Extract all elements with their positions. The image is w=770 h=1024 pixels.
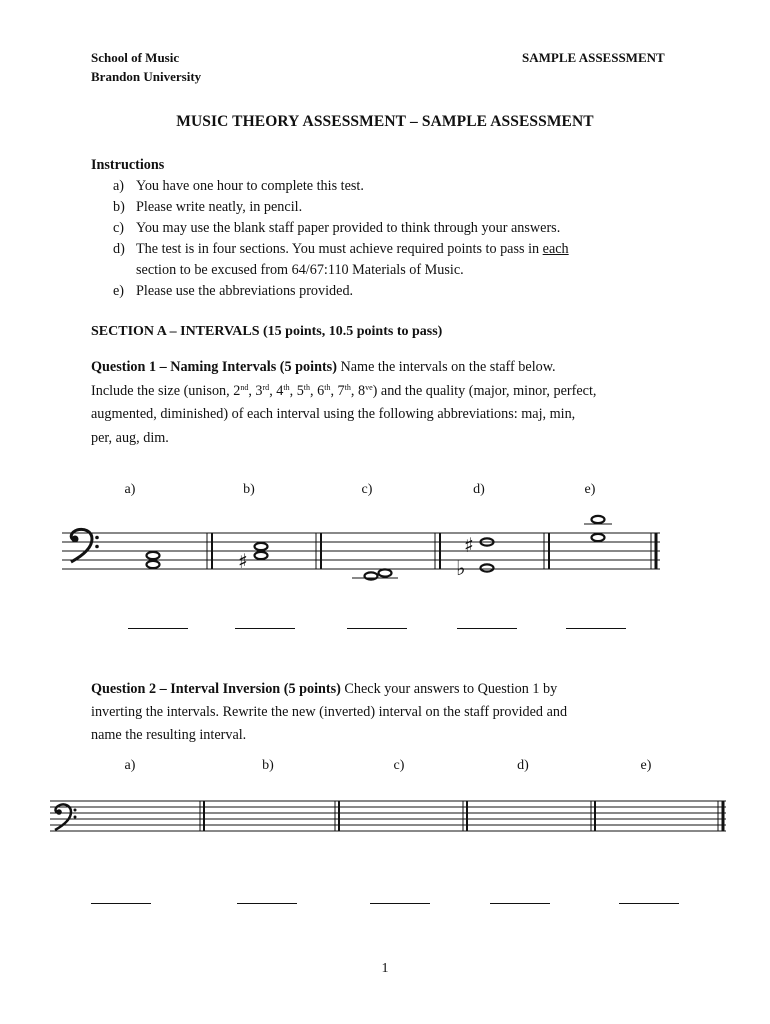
q1-label-e: e) — [584, 482, 596, 497]
q2-staff[interactable] — [0, 790, 770, 850]
list-item: c) You may use the blank staff paper provided to think through your answers. — [113, 220, 561, 236]
university-name: Brandon University — [91, 69, 202, 84]
flat-icon: ♭ — [456, 556, 466, 580]
interval-d-notes — [456, 533, 494, 580]
bass-clef-icon — [71, 529, 99, 562]
q2-answer-blank-e[interactable] — [619, 903, 679, 904]
q1-answer-blank-a[interactable] — [128, 628, 188, 629]
school-name: School of Music — [91, 50, 180, 65]
q2-label-e: e) — [640, 758, 652, 773]
q1-staff — [0, 500, 770, 590]
list-item: d) The test is in four sections. You must achieve required points to pass in each section to be excused from 64/67:110 Materials of Music. — [113, 241, 569, 278]
q1-answer-blank-e[interactable] — [566, 628, 626, 629]
interval-b-notes — [238, 543, 268, 573]
interval-e-notes — [584, 516, 612, 541]
page-number: 1 — [381, 961, 389, 976]
sharp-icon: ♯ — [238, 549, 248, 573]
q2-label-b: b) — [262, 758, 274, 773]
q1-label-c: c) — [361, 482, 373, 497]
q1-answer-blank-b[interactable] — [235, 628, 295, 629]
q2-label-d: d) — [517, 758, 529, 773]
interval-c-notes — [352, 569, 398, 579]
q2-answer-blank-c[interactable] — [370, 903, 430, 904]
q2-answer-blank-b[interactable] — [237, 903, 297, 904]
list-item: e) Please use the abbreviations provided. — [113, 283, 354, 299]
q1-answer-blank-d[interactable] — [457, 628, 517, 629]
q2-label-a: a) — [124, 758, 136, 773]
q1-label-d: d) — [473, 482, 485, 497]
instructions-list — [91, 176, 691, 302]
q1-label-a: a) — [124, 482, 136, 497]
q2-label-c: c) — [393, 758, 405, 773]
q2-answer-blank-d[interactable] — [490, 903, 550, 904]
question-2-title: Question 2 – Interval Inversion (5 points) — [91, 681, 341, 697]
section-a-heading: SECTION A – INTERVALS (15 points, 10.5 points to pass) — [91, 324, 443, 339]
q2-answer-blank-a[interactable] — [91, 903, 151, 904]
q1-answer-blank-c[interactable] — [347, 628, 407, 629]
instructions-heading: Instructions — [91, 157, 165, 173]
question-2-text: Question 2 – Interval Inversion (5 points) Check your answers to Question 1 by inverting the intervals. Rewrite the new (inverted) interval on the staff provided and name the resulting interval. — [91, 681, 568, 743]
instructions-block — [91, 155, 691, 302]
question-1-title: Question 1 – Naming Intervals (5 points) — [91, 359, 337, 375]
page-title: MUSIC THEORY ASSESSMENT – SAMPLE ASSESSMENT — [176, 113, 594, 130]
sharp-icon: ♯ — [464, 533, 474, 557]
question-1-text: Question 1 – Naming Intervals (5 points) Name the intervals on the staff below. Include the size (unison, 2nd, 3rd, 4th, 5th, 6th, 7th, $8^{ve}$) and the quality (major, minor, perfect, augmented, diminished) of each interval using the following abbreviations: maj, min, per, aug, dim. — [91, 359, 597, 446]
sample-assessment-badge: SAMPLE ASSESSMENT — [522, 50, 665, 65]
list-item: a) You have one hour to complete this test. — [113, 178, 364, 194]
q1-label-b: b) — [243, 482, 255, 497]
list-item: b) Please write neatly, in pencil. — [113, 199, 303, 215]
header-left — [91, 48, 201, 86]
bass-clef-icon — [55, 804, 77, 830]
